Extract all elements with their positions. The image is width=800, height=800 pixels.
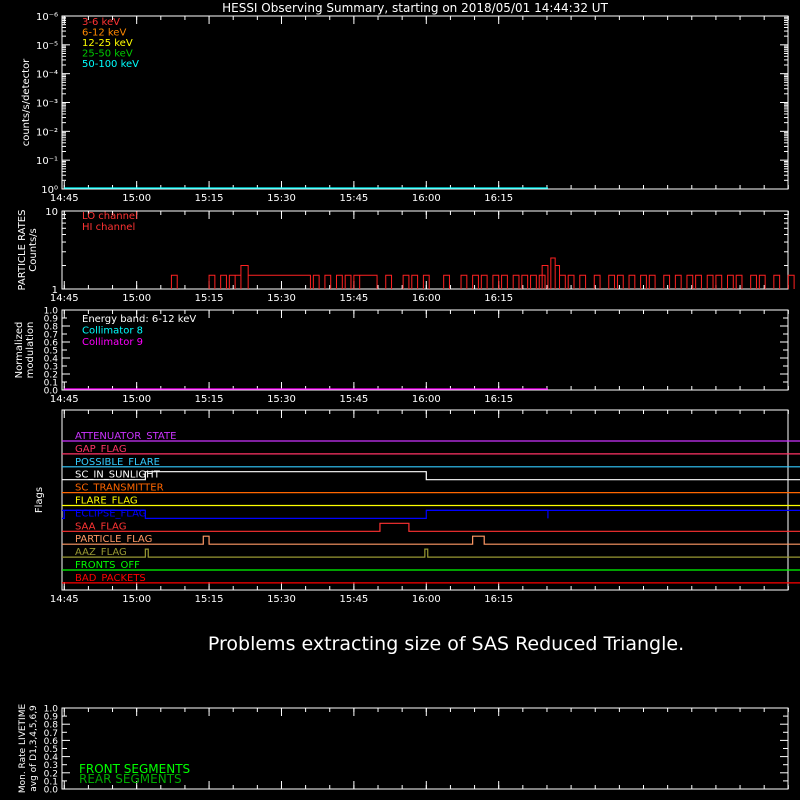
time-tick-label: 15:45	[339, 193, 369, 204]
time-tick-label: 16:15	[484, 394, 514, 405]
time-tick-label: 16:00	[411, 594, 441, 605]
status-message: Problems extracting size of SAS Reduced Triangle.	[207, 633, 685, 655]
y-tick-label: 0.4	[43, 753, 58, 764]
flag-line	[62, 523, 800, 531]
time-tick-label: 15:30	[267, 293, 296, 304]
y-tick-label: 1.0	[43, 704, 58, 715]
legend-entry: 25-50 keV	[82, 48, 133, 60]
flag-label: PARTICLE_FLAG	[75, 534, 153, 546]
y-tick-label: 10⁻²	[35, 127, 58, 139]
y-tick-label: 0.1	[43, 378, 58, 389]
time-tick-label: 15:15	[194, 594, 224, 605]
y-tick-label: 10⁻³	[35, 98, 58, 110]
time-tick-label: 14:45	[49, 193, 79, 204]
legend-entry: FRONT SEGMENTS	[79, 762, 191, 776]
time-tick-label: 15:30	[267, 594, 296, 605]
legend-entry: 3-6 keV	[82, 17, 120, 28]
time-tick-label: 15:15	[194, 293, 224, 304]
time-tick-label: 15:00	[122, 394, 152, 405]
time-tick-label: 15:30	[267, 394, 296, 405]
flag-line	[62, 549, 800, 557]
flag-label: SAA_FLAG	[75, 521, 127, 533]
chart-title: HESSI Observing Summary, starting on 2018/05/01 14:44:32 UT	[222, 1, 608, 15]
legend-entry: Energy band: 6-12 keV	[82, 314, 197, 325]
flag-line	[62, 536, 800, 544]
y-tick-label: 0.5	[43, 346, 58, 357]
time-tick-label: 16:15	[484, 594, 514, 605]
time-tick-label: 15:45	[339, 394, 369, 405]
y-axis-label: Mon. Rate LIVETIME	[18, 703, 28, 794]
legend-entry: 50-100 keV	[82, 59, 140, 70]
flag-label: AAZ_FLAG	[75, 547, 127, 559]
flag-label: BAD_PACKETS	[75, 572, 146, 584]
legend-entry: 12-25 keV	[82, 38, 133, 49]
y-axis-label: Counts/s	[28, 228, 39, 272]
time-tick-label: 14:45	[49, 594, 79, 605]
y-tick-label: 0.6	[43, 338, 58, 349]
flag-label: FRONTS_OFF	[75, 560, 140, 571]
y-tick-label: 10⁻⁶	[35, 12, 58, 23]
time-tick-label: 15:45	[339, 293, 369, 304]
y-tick-label: 0.8	[43, 720, 58, 731]
y-tick-label: 0.7	[43, 728, 58, 739]
y-tick-label: 1.0	[43, 306, 58, 317]
y-tick-label: 0.3	[43, 362, 58, 373]
y-tick-label: 0.0	[43, 785, 58, 796]
time-tick-label: 16:00	[411, 193, 441, 204]
y-tick-label: 10⁻¹	[35, 156, 58, 168]
flag-label: SC_IN_SUNLIGHT	[75, 469, 160, 481]
plot-frame-particle	[62, 211, 788, 289]
time-tick-label: 14:45	[49, 293, 79, 304]
y-tick-label: 0.7	[43, 330, 58, 341]
time-tick-label: 15:00	[122, 193, 152, 204]
y-tick-label: 0.5	[43, 745, 58, 755]
y-axis-label: avg of D1,3,4,5,6,9	[29, 705, 39, 792]
y-tick-label: 0.0	[43, 386, 58, 397]
legend-entry: HI channel	[82, 222, 136, 233]
time-tick-label: 15:00	[122, 293, 152, 304]
y-tick-label: 10⁻⁴	[35, 69, 58, 81]
y-axis-label: PARTICLE RATES	[17, 209, 28, 291]
legend-entry: Collimator 8	[82, 325, 143, 337]
y-axis-label: Normalized	[14, 321, 25, 379]
legend-entry: LO channel	[82, 211, 138, 222]
time-tick-label: 15:30	[267, 193, 296, 204]
time-tick-label: 15:00	[122, 594, 152, 605]
flag-label: POSSIBLE_FLARE	[75, 456, 160, 468]
y-tick-label: 0.4	[43, 354, 58, 365]
flag-label: ECLIPSE_FLAG	[75, 508, 147, 520]
y-axis-label: modulation	[25, 321, 36, 379]
y-tick-label: 10	[45, 207, 58, 218]
flag-line	[62, 469, 800, 481]
y-tick-label: 0.9	[43, 712, 58, 723]
y-axis-label: counts/s/detector	[21, 58, 32, 147]
y-tick-label: 1	[51, 285, 58, 296]
time-tick-label: 16:15	[484, 293, 514, 304]
legend-entry: REAR SEGMENTS	[79, 772, 182, 786]
series-line-lo-channel	[171, 258, 794, 289]
time-tick-label: 16:00	[411, 394, 441, 405]
time-tick-label: 15:15	[194, 193, 224, 204]
y-tick-label: 0.8	[43, 322, 58, 333]
flag-label: FLARE_FLAG	[75, 495, 138, 507]
y-tick-label: 10⁻⁵	[35, 40, 58, 52]
y-tick-label: 0.6	[43, 736, 58, 747]
time-tick-label: 14:45	[49, 394, 79, 405]
legend-entry: 6-12 keV	[82, 27, 127, 39]
flag-label: GAP_FLAG	[75, 443, 127, 455]
flag-label: SC_TRANSMITTER	[75, 482, 164, 494]
legend-entry: Collimator 9	[82, 337, 143, 348]
y-tick-label: 0.2	[43, 370, 58, 381]
plot-frame-counts	[62, 16, 788, 189]
y-tick-label: 0.2	[43, 769, 58, 780]
time-tick-label: 16:15	[484, 193, 514, 204]
y-tick-label: 0.9	[43, 314, 58, 325]
flag-label: ATTENUATOR_STATE	[75, 431, 177, 442]
y-axis-label: Flags	[34, 486, 45, 514]
y-tick-label: 0.3	[43, 761, 58, 772]
time-tick-label: 15:45	[339, 594, 369, 605]
y-tick-label: 0.1	[43, 777, 58, 788]
time-tick-label: 15:15	[194, 394, 224, 405]
y-tick-label: 10⁰	[41, 185, 58, 196]
time-tick-label: 16:00	[411, 293, 441, 304]
